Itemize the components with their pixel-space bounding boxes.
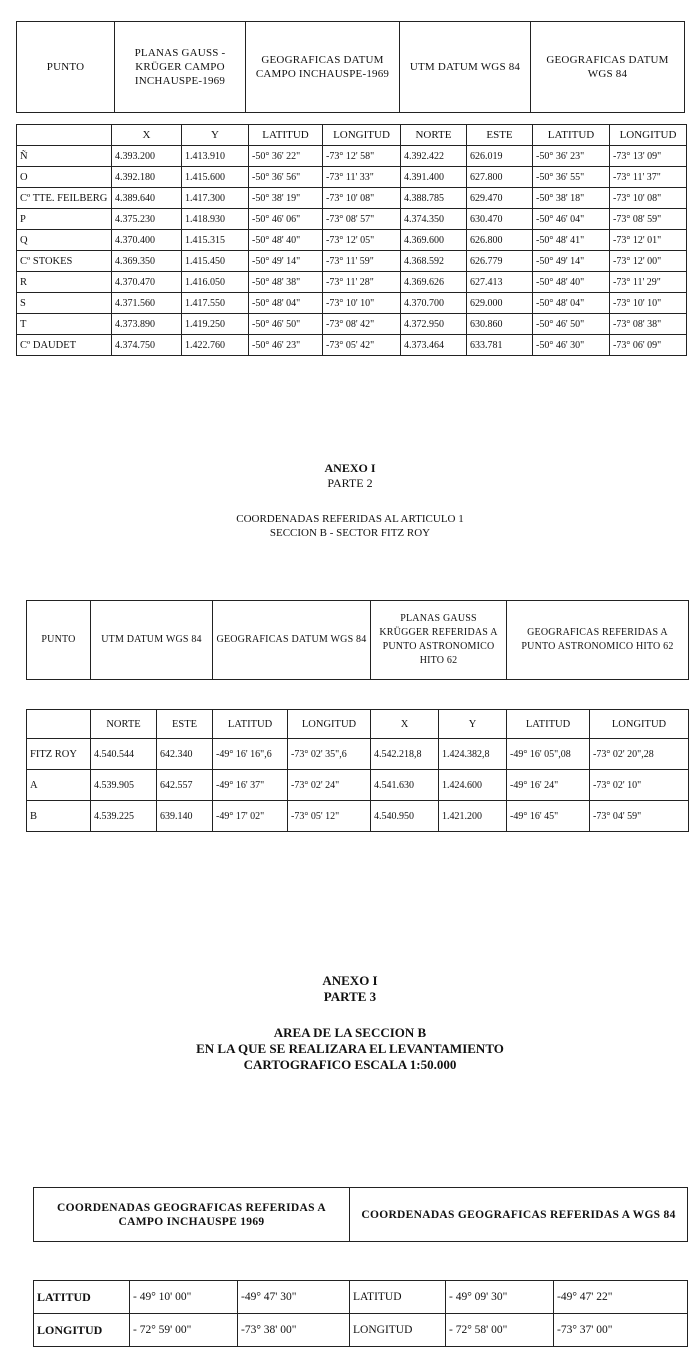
table-cell: 1.422.760 (182, 335, 249, 356)
table-cell: 1.421.200 (439, 801, 507, 832)
table-cell: 639.140 (157, 801, 213, 832)
table1-column-header (17, 125, 112, 146)
table-cell: 4.540.544 (91, 739, 157, 770)
caption3-area: AREA DE LA SECCION B (273, 1025, 427, 1040)
row-label-cell: O (17, 167, 112, 188)
table3-header-wgs: COORDENADAS GEOGRAFICAS REFERIDAS A WGS 84 (350, 1188, 688, 1242)
table-row (27, 770, 689, 801)
table-cell: -73° 13' 09" (610, 146, 687, 167)
table-cell: -50° 48' 04" (533, 293, 610, 314)
table-cell: LATITUD (350, 1281, 446, 1314)
table-cell: LONGITUD (350, 1314, 446, 1347)
table-cell: 1.415.315 (182, 230, 249, 251)
table-cell: 4.539.905 (91, 770, 157, 801)
table-cell: 4.389.640 (112, 188, 182, 209)
table-cell: 626.019 (467, 146, 533, 167)
table-cell: - 49° 10' 00" (130, 1281, 238, 1314)
table-cell: -50° 48' 40" (533, 272, 610, 293)
table-cell: -73° 10' 08" (323, 188, 401, 209)
table-cell: -73° 10' 08" (610, 188, 687, 209)
caption3-anexo: ANEXO I (322, 973, 378, 988)
table1-header-geograficas-campo: GEOGRAFICAS DATUM CAMPO INCHAUSPE-1969 (246, 22, 400, 113)
table-cell: 4.391.400 (401, 167, 467, 188)
table-row (17, 335, 687, 356)
table1-column-header: LATITUD (249, 125, 323, 146)
table-cell: -49° 16' 05",08 (507, 739, 590, 770)
table1-column-header: LATITUD (533, 125, 610, 146)
table-cell: -50° 36' 55" (533, 167, 610, 188)
table-cell: -73° 02' 24" (288, 770, 371, 801)
table-cell: -50° 46' 50" (249, 314, 323, 335)
table-cell: 4.369.600 (401, 230, 467, 251)
table-cell: -50° 38' 18" (533, 188, 610, 209)
table-cell: -73° 02' 10" (590, 770, 689, 801)
table-cell: 4.375.230 (112, 209, 182, 230)
table-cell: -49° 16' 37" (213, 770, 288, 801)
table-cell: 1.417.550 (182, 293, 249, 314)
table-cell: 4.541.630 (371, 770, 439, 801)
table2-group-header (26, 600, 689, 680)
table-cell: 1.424.600 (439, 770, 507, 801)
table-cell: -73° 04' 59" (590, 801, 689, 832)
table-cell: -73° 05' 12" (288, 801, 371, 832)
caption3-parte: PARTE 3 (323, 989, 377, 1004)
table-cell: -50° 48' 04" (249, 293, 323, 314)
table1-column-header: Y (182, 125, 249, 146)
table-cell: -50° 49' 14" (533, 251, 610, 272)
table-cell: 4.392.180 (112, 167, 182, 188)
row-label-cell: A (27, 770, 91, 801)
table-cell: - 72° 58' 00" (446, 1314, 554, 1347)
table-cell: 1.416.050 (182, 272, 249, 293)
table2-column-header (27, 710, 91, 739)
table-cell: 1.418.930 (182, 209, 249, 230)
table-cell: -50° 36' 23" (533, 146, 610, 167)
table-row (17, 272, 687, 293)
table-cell: 4.373.464 (401, 335, 467, 356)
table-row (34, 1314, 688, 1347)
table-cell: 633.781 (467, 335, 533, 356)
table-cell: -73° 11' 33" (323, 167, 401, 188)
table-cell: -50° 48' 38" (249, 272, 323, 293)
table-cell: -73° 08' 57" (323, 209, 401, 230)
table-cell: -50° 36' 22" (249, 146, 323, 167)
table-cell: 627.413 (467, 272, 533, 293)
table1-column-header: LONGITUD (323, 125, 401, 146)
table-cell: 4.369.626 (401, 272, 467, 293)
table2-column-header: LONGITUD (288, 710, 371, 739)
table1-column-header: LONGITUD (610, 125, 687, 146)
table1-header-utm: UTM DATUM WGS 84 (400, 22, 531, 113)
table-row (17, 314, 687, 335)
table1-header-punto: PUNTO (17, 22, 115, 113)
table2-column-header: NORTE (91, 710, 157, 739)
table-cell: -73° 38' 00" (238, 1314, 350, 1347)
row-label-cell: FITZ ROY (27, 739, 91, 770)
table-cell: -73° 12' 00" (610, 251, 687, 272)
table-cell: 4.372.950 (401, 314, 467, 335)
table-cell: 4.374.350 (401, 209, 467, 230)
table-cell: 627.800 (467, 167, 533, 188)
table-cell: -50° 46' 23" (249, 335, 323, 356)
table-cell: 4.388.785 (401, 188, 467, 209)
table-cell: -49° 17' 02" (213, 801, 288, 832)
row-label-cell: Ñ (17, 146, 112, 167)
table-cell: 4.370.470 (112, 272, 182, 293)
table-cell: 4.392.422 (401, 146, 467, 167)
caption2-anexo: ANEXO I (324, 461, 376, 475)
table-cell: -73° 08' 42" (323, 314, 401, 335)
table3-area-bounds (33, 1280, 688, 1347)
table-cell: 1.415.450 (182, 251, 249, 272)
table3-header-campo: COORDENADAS GEOGRAFICAS REFERIDAS A CAMPO INCHAUSPE 1969 (34, 1188, 350, 1242)
table1-column-header-row (17, 125, 687, 146)
table2-fitz-roy (26, 709, 689, 832)
table3-header (33, 1187, 688, 1242)
caption3-levantamiento: EN LA QUE SE REALIZARA EL LEVANTAMIENTO (196, 1041, 504, 1056)
table-cell: -73° 08' 59" (610, 209, 687, 230)
table-cell: 630.470 (467, 209, 533, 230)
table-cell: 629.470 (467, 188, 533, 209)
table-cell: -73° 08' 38" (610, 314, 687, 335)
table2-header-geograficas-hito: GEOGRAFICAS REFERIDAS A PUNTO ASTRONOMICO HITO 62 (507, 601, 689, 680)
caption3-escala: CARTOGRAFICO ESCALA 1:50.000 (243, 1057, 457, 1072)
table2-header-utm: UTM DATUM WGS 84 (91, 601, 213, 680)
row-label-cell: B (27, 801, 91, 832)
table-cell: 4.374.750 (112, 335, 182, 356)
table-cell: -73° 02' 35",6 (288, 739, 371, 770)
table2-column-header: LATITUD (507, 710, 590, 739)
table-row (27, 739, 689, 770)
caption2-seccion: SECCION B - SECTOR FITZ ROY (269, 527, 431, 539)
table-cell: -49° 16' 45" (507, 801, 590, 832)
table-cell: 4.368.592 (401, 251, 467, 272)
table-cell: -49° 16' 16",6 (213, 739, 288, 770)
table-cell: -73° 05' 42" (323, 335, 401, 356)
table-cell: 1.419.250 (182, 314, 249, 335)
table-cell: -50° 46' 50" (533, 314, 610, 335)
table-cell: -50° 46' 30" (533, 335, 610, 356)
table-cell: 4.540.950 (371, 801, 439, 832)
table-cell: -50° 48' 41" (533, 230, 610, 251)
anexo-1-parte-3-caption (0, 973, 700, 1073)
table2-column-header: X (371, 710, 439, 739)
table-cell: -73° 12' 05" (323, 230, 401, 251)
table-cell: -73° 10' 10" (610, 293, 687, 314)
caption2-coordenadas: COORDENADAS REFERIDAS AL ARTICULO 1 (236, 513, 464, 525)
table-row (17, 293, 687, 314)
table-cell: -73° 37' 00" (554, 1314, 688, 1347)
table2-header-punto: PUNTO (27, 601, 91, 680)
row-label-cell: Cº STOKES (17, 251, 112, 272)
table2-column-header: LONGITUD (590, 710, 689, 739)
table-cell: -73° 11' 29" (610, 272, 687, 293)
table-row (17, 230, 687, 251)
table1-header-geograficas-wgs: GEOGRAFICAS DATUM WGS 84 (531, 22, 685, 113)
table1-group-header (16, 21, 685, 113)
table-cell: -73° 12' 01" (610, 230, 687, 251)
table2-column-header: ESTE (157, 710, 213, 739)
table1-column-header: NORTE (401, 125, 467, 146)
table2-header-planas: PLANAS GAUSS KRÜGGER REFERIDAS A PUNTO ASTRONOMICO HITO 62 (371, 601, 507, 680)
table-cell: -50° 38' 19" (249, 188, 323, 209)
table-cell: -73° 06' 09" (610, 335, 687, 356)
row-label-cell: LATITUD (34, 1281, 130, 1314)
table-cell: 4.371.560 (112, 293, 182, 314)
table-cell: 1.413.910 (182, 146, 249, 167)
table-cell: 629.000 (467, 293, 533, 314)
table-cell: 626.779 (467, 251, 533, 272)
table-cell: 642.340 (157, 739, 213, 770)
table-cell: -73° 02' 20",28 (590, 739, 689, 770)
table-cell: -73° 12' 58" (323, 146, 401, 167)
table-cell: 4.370.700 (401, 293, 467, 314)
table-cell: -50° 46' 06" (249, 209, 323, 230)
table1-coordinates (16, 124, 687, 356)
table-cell: -50° 36' 56" (249, 167, 323, 188)
table2-column-header: Y (439, 710, 507, 739)
table1-header-planas: PLANAS GAUSS - KRÜGER CAMPO INCHAUSPE-1969 (115, 22, 246, 113)
table-cell: -50° 48' 40" (249, 230, 323, 251)
table-cell: 630.860 (467, 314, 533, 335)
table-cell: 1.424.382,8 (439, 739, 507, 770)
table-cell: 626.800 (467, 230, 533, 251)
row-label-cell: S (17, 293, 112, 314)
table-row (27, 801, 689, 832)
table1-column-header: X (112, 125, 182, 146)
caption2-parte: PARTE 2 (327, 476, 373, 490)
table-cell: -50° 49' 14" (249, 251, 323, 272)
table-cell: 4.370.400 (112, 230, 182, 251)
table2-column-header: LATITUD (213, 710, 288, 739)
table-cell: -49° 47' 30" (238, 1281, 350, 1314)
table-cell: 1.417.300 (182, 188, 249, 209)
table1-column-header: ESTE (467, 125, 533, 146)
table-cell: -73° 11' 37" (610, 167, 687, 188)
table-cell: - 72° 59' 00" (130, 1314, 238, 1347)
row-label-cell: LONGITUD (34, 1314, 130, 1347)
table-cell: -49° 47' 22" (554, 1281, 688, 1314)
table-row (17, 188, 687, 209)
table2-column-header-row (27, 710, 689, 739)
table-cell: -50° 46' 04" (533, 209, 610, 230)
table-cell: 4.393.200 (112, 146, 182, 167)
table-cell: 642.557 (157, 770, 213, 801)
row-label-cell: Cº DAUDET (17, 335, 112, 356)
table-cell: -49° 16' 24" (507, 770, 590, 801)
table-cell: 4.542.218,8 (371, 739, 439, 770)
anexo-1-parte-2-caption (0, 460, 700, 540)
table-cell: 1.415.600 (182, 167, 249, 188)
table-cell: 4.373.890 (112, 314, 182, 335)
table-cell: 4.539.225 (91, 801, 157, 832)
table-cell: - 49° 09' 30" (446, 1281, 554, 1314)
table2-header-geograficas-wgs: GEOGRAFICAS DATUM WGS 84 (213, 601, 371, 680)
table-row (34, 1281, 688, 1314)
table-row (17, 209, 687, 230)
row-label-cell: P (17, 209, 112, 230)
table-cell: -73° 11' 59" (323, 251, 401, 272)
row-label-cell: Q (17, 230, 112, 251)
table-row (17, 251, 687, 272)
table-row (17, 167, 687, 188)
table-cell: -73° 11' 28" (323, 272, 401, 293)
row-label-cell: R (17, 272, 112, 293)
table-row (17, 146, 687, 167)
row-label-cell: Cº TTE. FEILBERG (17, 188, 112, 209)
row-label-cell: T (17, 314, 112, 335)
table-cell: 4.369.350 (112, 251, 182, 272)
table-cell: -73° 10' 10" (323, 293, 401, 314)
